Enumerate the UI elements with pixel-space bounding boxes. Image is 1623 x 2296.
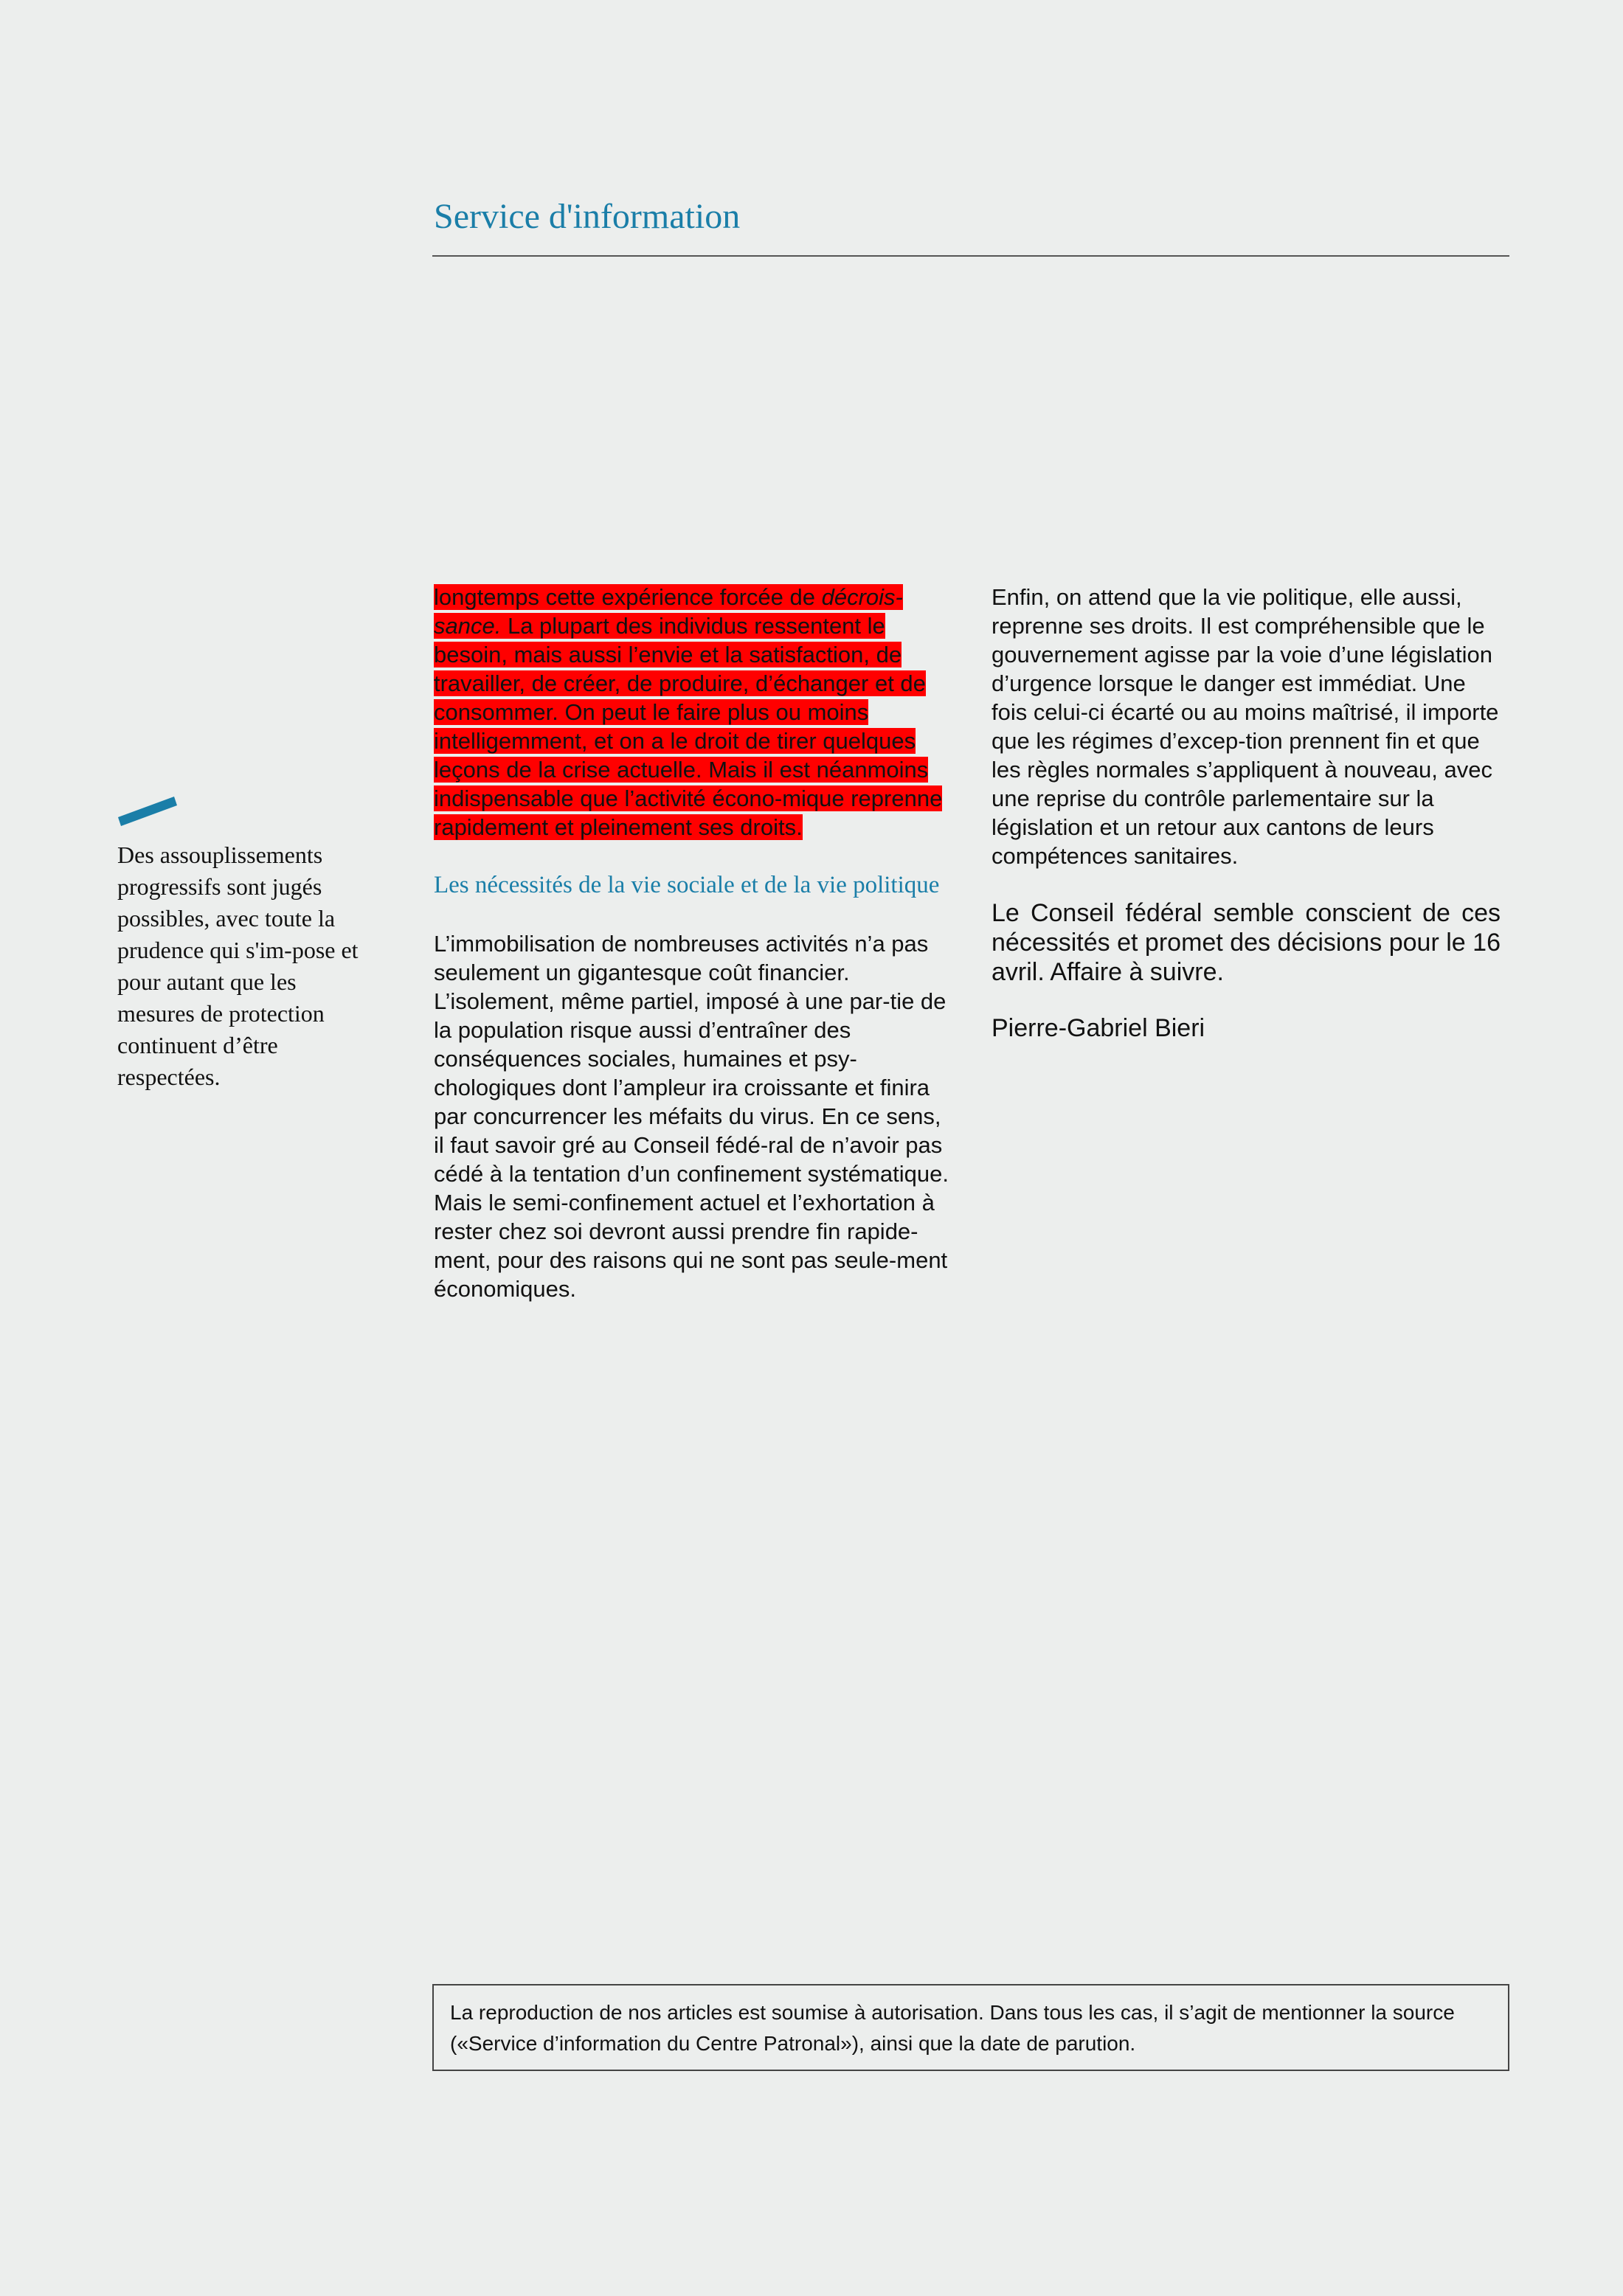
article-right-column: [992, 583, 1501, 1043]
header-divider: [432, 255, 1509, 257]
section-subheading: Les nécessités de la vie sociale et de la vie politique: [434, 872, 940, 898]
body-paragraph-politics: Enfin, on attend que la vie politique, elle aussi, reprenne ses droits. Il est compréhensible que le gouvernement agisse par la voie d’une législation d’urgence lorsque le danger est immédiat. Une fois celui-ci écarté ou au moins maîtrisé, il importe que les régimes d’excep-tion prennent fin et que les règles normales s’appliquent à nouveau, avec une reprise du contrôle parlementaire sur la législation et un retour aux cantons de leurs compétences sanitaires.: [992, 584, 1499, 869]
author-signature: Pierre-Gabriel Bieri: [992, 1014, 1205, 1042]
highlight-text-italic: décrois-sance.: [434, 584, 903, 639]
reproduction-notice: La reproduction de nos articles est soumise à autorisation. Dans tous les cas, il s’agit de mentionner la source («Service d’information du Centre Patronal»), ainsi que la date de parution.: [432, 1984, 1509, 2071]
highlighted-paragraph: [434, 583, 950, 842]
highlight-text-start: longtemps cette expérience forcée de: [434, 584, 822, 610]
body-paragraph-conclusion: Le Conseil fédéral semble conscient de ces nécessités et promet des décisions pour le 16 avril. Affaire à suivre.: [992, 899, 1501, 986]
article-left-column: [434, 583, 950, 1303]
highlight-text-end: La plupart des individus ressentent le besoin, mais aussi l’envie et la satisfaction, de travailler, de créer, de produire, d’échanger et de consommer. On peut le faire plus ou moins intelligemment, et on a le droit de tirer quelques leçons de la crise actuelle. Mais il est néanmoins indispensable que l’activité écono-mique reprenne rapidement et pleinement ses droits.: [434, 613, 943, 840]
quote-mark-icon: [118, 797, 177, 826]
body-paragraph: L’immobilisation de nombreuses activités n’a pas seulement un gigantesque coût financier. L’isolement, même partiel, imposé à une par-tie de la population risque aussi d’entraîner des conséquences sociales, humaines et psy-chologiques dont l’ampleur ira croissante et finira par concurrencer les méfaits du virus. En ce sens, il faut savoir gré au Conseil fédé-ral de n’avoir pas cédé à la tentation d’un confinement systématique. Mais le semi-confinement actuel et l’exhortation à rester chez soi devront aussi prendre fin rapide-ment, pour des raisons qui ne sont pas seule-ment économiques.: [434, 931, 949, 1302]
page-title: Service d'information: [434, 197, 741, 236]
pull-quote: Des assouplissements progressifs sont jugés possibles, avec toute la prudence qui s'im-pose et pour autant que les mesures de protection continuent d’être respectées.: [117, 842, 359, 1090]
